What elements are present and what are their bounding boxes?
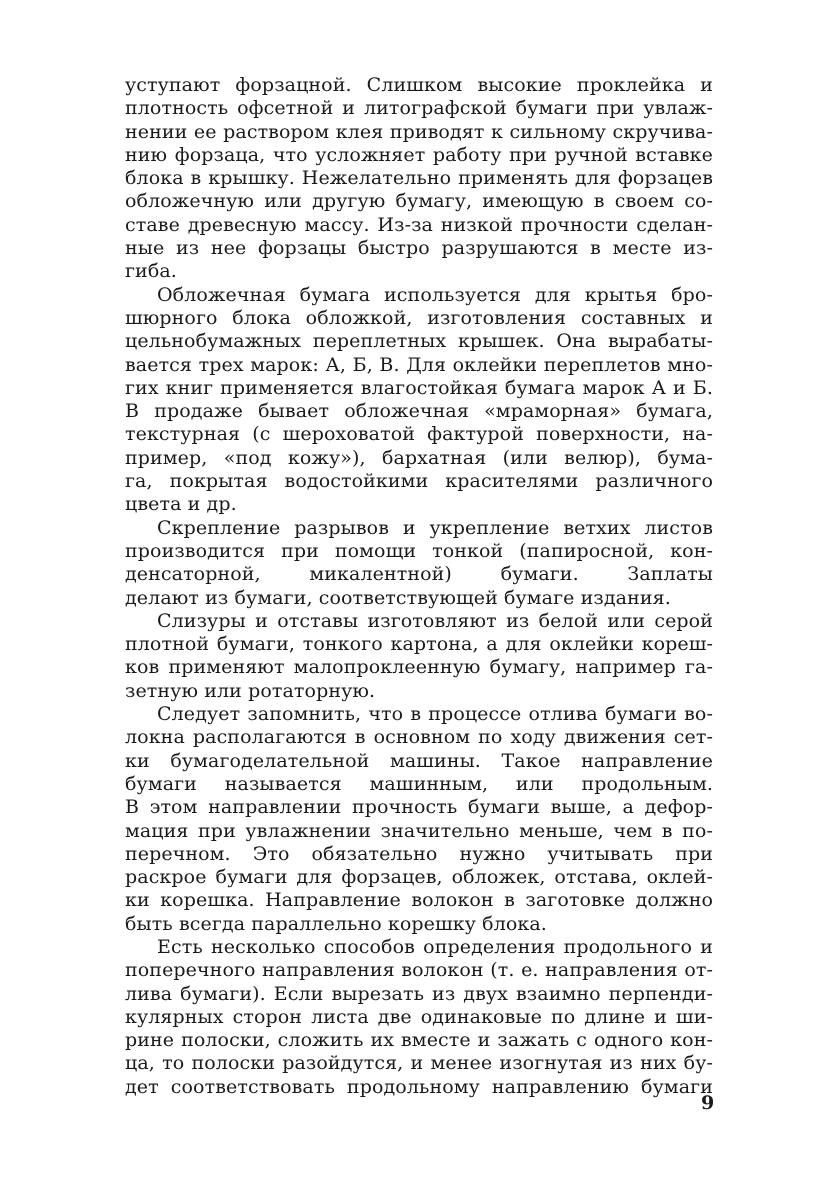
text-line: ки бумагоделательной машины. Такое направление [125, 749, 713, 772]
text-line: мация при увлажнении значительно меньше, чем в по- [125, 819, 713, 842]
text-line: раскрое бумаги для форзацев, обложек, отстава, оклей- [125, 866, 713, 889]
text-line: ставе древесную массу. Из-за низкой прочности сделан- [125, 213, 713, 236]
text-line: производится при помощи тонкой (папиросной, кон- [125, 539, 713, 562]
text-line: вается трех марок: А, Б, В. Для оклейки переплетов мно- [125, 353, 713, 376]
text-line: гиба. [125, 260, 177, 283]
text-line: быть всегда параллельно корешку блока. [125, 912, 547, 935]
text-line: текстурная (с шероховатой фактурой поверхности, на- [125, 423, 713, 446]
text-line: гих книг применяется влагостойкая бумага марок А и Б. [125, 376, 713, 399]
text-line: ца, то полоски разойдутся, и менее изогнутая из них бу- [125, 1052, 713, 1075]
text-line: делают из бумаги, соответствующей бумаге издания. [125, 586, 671, 609]
text-line: пример, «под кожу»), бархатная (или велюр), бума- [125, 446, 713, 469]
text-line: Скрепление разрывов и укрепление ветхих листов [157, 516, 713, 539]
text-line: зетную или ротаторную. [125, 679, 376, 702]
text-line: кулярных сторон листа две одинаковые по длине и ши- [125, 1005, 713, 1028]
text-line: нию форзаца, что усложняет работу при ручной вставке [125, 143, 713, 166]
text-line: плотность офсетной и литографской бумаги при увлаж- [125, 97, 713, 120]
text-line: обложечную или другую бумагу, имеющую в своем со- [125, 190, 713, 213]
text-line: Следует запомнить, что в процессе отлива бумаги во- [157, 703, 713, 726]
text-line: га, покрытая водостойкими красителями различного [125, 470, 713, 493]
text-line: бумаги называется машинным, или продольным. [125, 772, 713, 795]
text-line: шюрного блока обложкой, изготовления составных и [125, 306, 713, 329]
text-line: уступают форзацной. Слишком высокие проклейка и [125, 74, 713, 96]
text-line: Слизуры и отставы изготовляют из белой или серой [157, 609, 713, 632]
text-line: ков применяют малопроклеенную бумагу, например га- [125, 656, 713, 679]
text-line: Есть несколько способов определения продольного и [157, 935, 713, 958]
page-body [125, 74, 713, 1099]
text-line: нении ее раствором клея приводят к сильному скручива- [125, 120, 713, 143]
text-line: перечном. Это обязательно нужно учитывать при [125, 842, 713, 865]
text-line: рине полоски, сложить их вместе и зажать с одного кон- [125, 1029, 713, 1052]
text-line: цвета и др. [125, 493, 237, 516]
text-line: В продаже бывает обложечная «мраморная» бумага, [125, 400, 713, 423]
text-line: Обложечная бумага используется для крытья бро- [157, 283, 713, 306]
text-line: блока в крышку. Нежелательно применять для форзацев [125, 167, 713, 190]
text-line: ные из нее форзацы быстро разрушаются в месте из- [125, 237, 713, 260]
text-line: дет соответствовать продольному направлению бумаги [125, 1075, 713, 1098]
text-line: цельнобумажных переплетных крышек. Она вырабаты- [125, 330, 713, 353]
text-line: локна располагаются в основном по ходу движения сет- [125, 726, 713, 749]
text-line: ки корешка. Направление волокон в заготовке должно [125, 889, 713, 912]
page-number: 9 [701, 1092, 715, 1114]
text-line: плотной бумаги, тонкого картона, а для оклейки кореш- [125, 633, 713, 656]
text-line: лива бумаги). Если вырезать из двух взаимно перпенди- [125, 982, 713, 1005]
text-line: денсаторной, микалентной) бумаги. Заплаты [125, 563, 713, 586]
text-line: В этом направлении прочность бумаги выше, а дефор- [125, 796, 713, 819]
text-line: поперечного направления волокон (т. е. направления от- [125, 959, 713, 982]
